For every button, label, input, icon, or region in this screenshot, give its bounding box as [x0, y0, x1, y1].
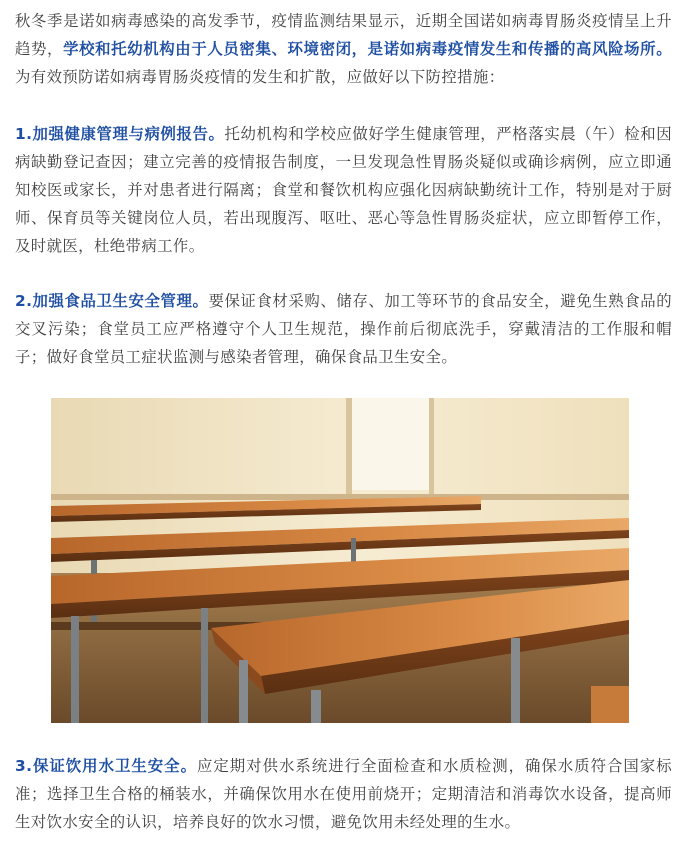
section-1-heading: 1.加强健康管理与病例报告。 — [15, 125, 225, 143]
intro-paragraph — [15, 7, 672, 91]
intro-lead: 秋冬季是诺如病毒感染的高发季节，疫情监测结果显示，近期全国诺如病毒胃肠炎疫情呈上升趋势， — [15, 12, 672, 58]
section-1-body: 托幼机构和学校应做好学生健康管理，严格落实晨（午）检和因病缺勤登记查因；建立完善的疫情报告制度，一旦发现急性胃肠炎疑似或确诊病例，应立即通知校医或家长，并对患者进行隔离；食堂和餐饮机构应强化因病缺勤统计工作，特别是对于厨师、保育员等关键岗位人员，若出现腹泻、呕吐、恶心等急性胃肠炎症状，应立即暂停工作，及时就医，杜绝带病工作。 — [15, 125, 673, 255]
classroom-desks-photo — [51, 398, 629, 723]
section-3-heading: 3.保证饮用水卫生安全。 — [15, 757, 197, 775]
section-2-body: 要保证食材采购、储存、加工等环节的食品安全，避免生熟食品的交叉污染；食堂员工应严格遵守个人卫生规范，操作前后彻底洗手，穿戴清洁的工作服和帽子；做好食堂员工症状监测与感染者管理，确保食品卫生安全。 — [15, 292, 672, 366]
section-2-paragraph — [15, 287, 672, 371]
intro-highlight: 学校和托幼机构由于人员密集、环境密闭，是诺如病毒疫情发生和传播的高风险场所。 — [63, 40, 672, 58]
section-2-heading: 2.加强食品卫生安全管理。 — [15, 292, 209, 310]
section-1-paragraph — [15, 120, 672, 260]
section-3-paragraph — [15, 752, 672, 836]
section-3-body: 应定期对供水系统进行全面检查和水质检测，确保水质符合国家标准；选择卫生合格的桶装水，并确保饮用水在使用前烧开；定期清洁和消毒饮水设备，提高师生对饮水安全的认识，培养良好的饮水习惯，避免饮用未经处理的生水。 — [15, 757, 672, 831]
intro-tail: 为有效预防诺如病毒胃肠炎疫情的发生和扩散，应做好以下防控措施： — [15, 68, 505, 86]
